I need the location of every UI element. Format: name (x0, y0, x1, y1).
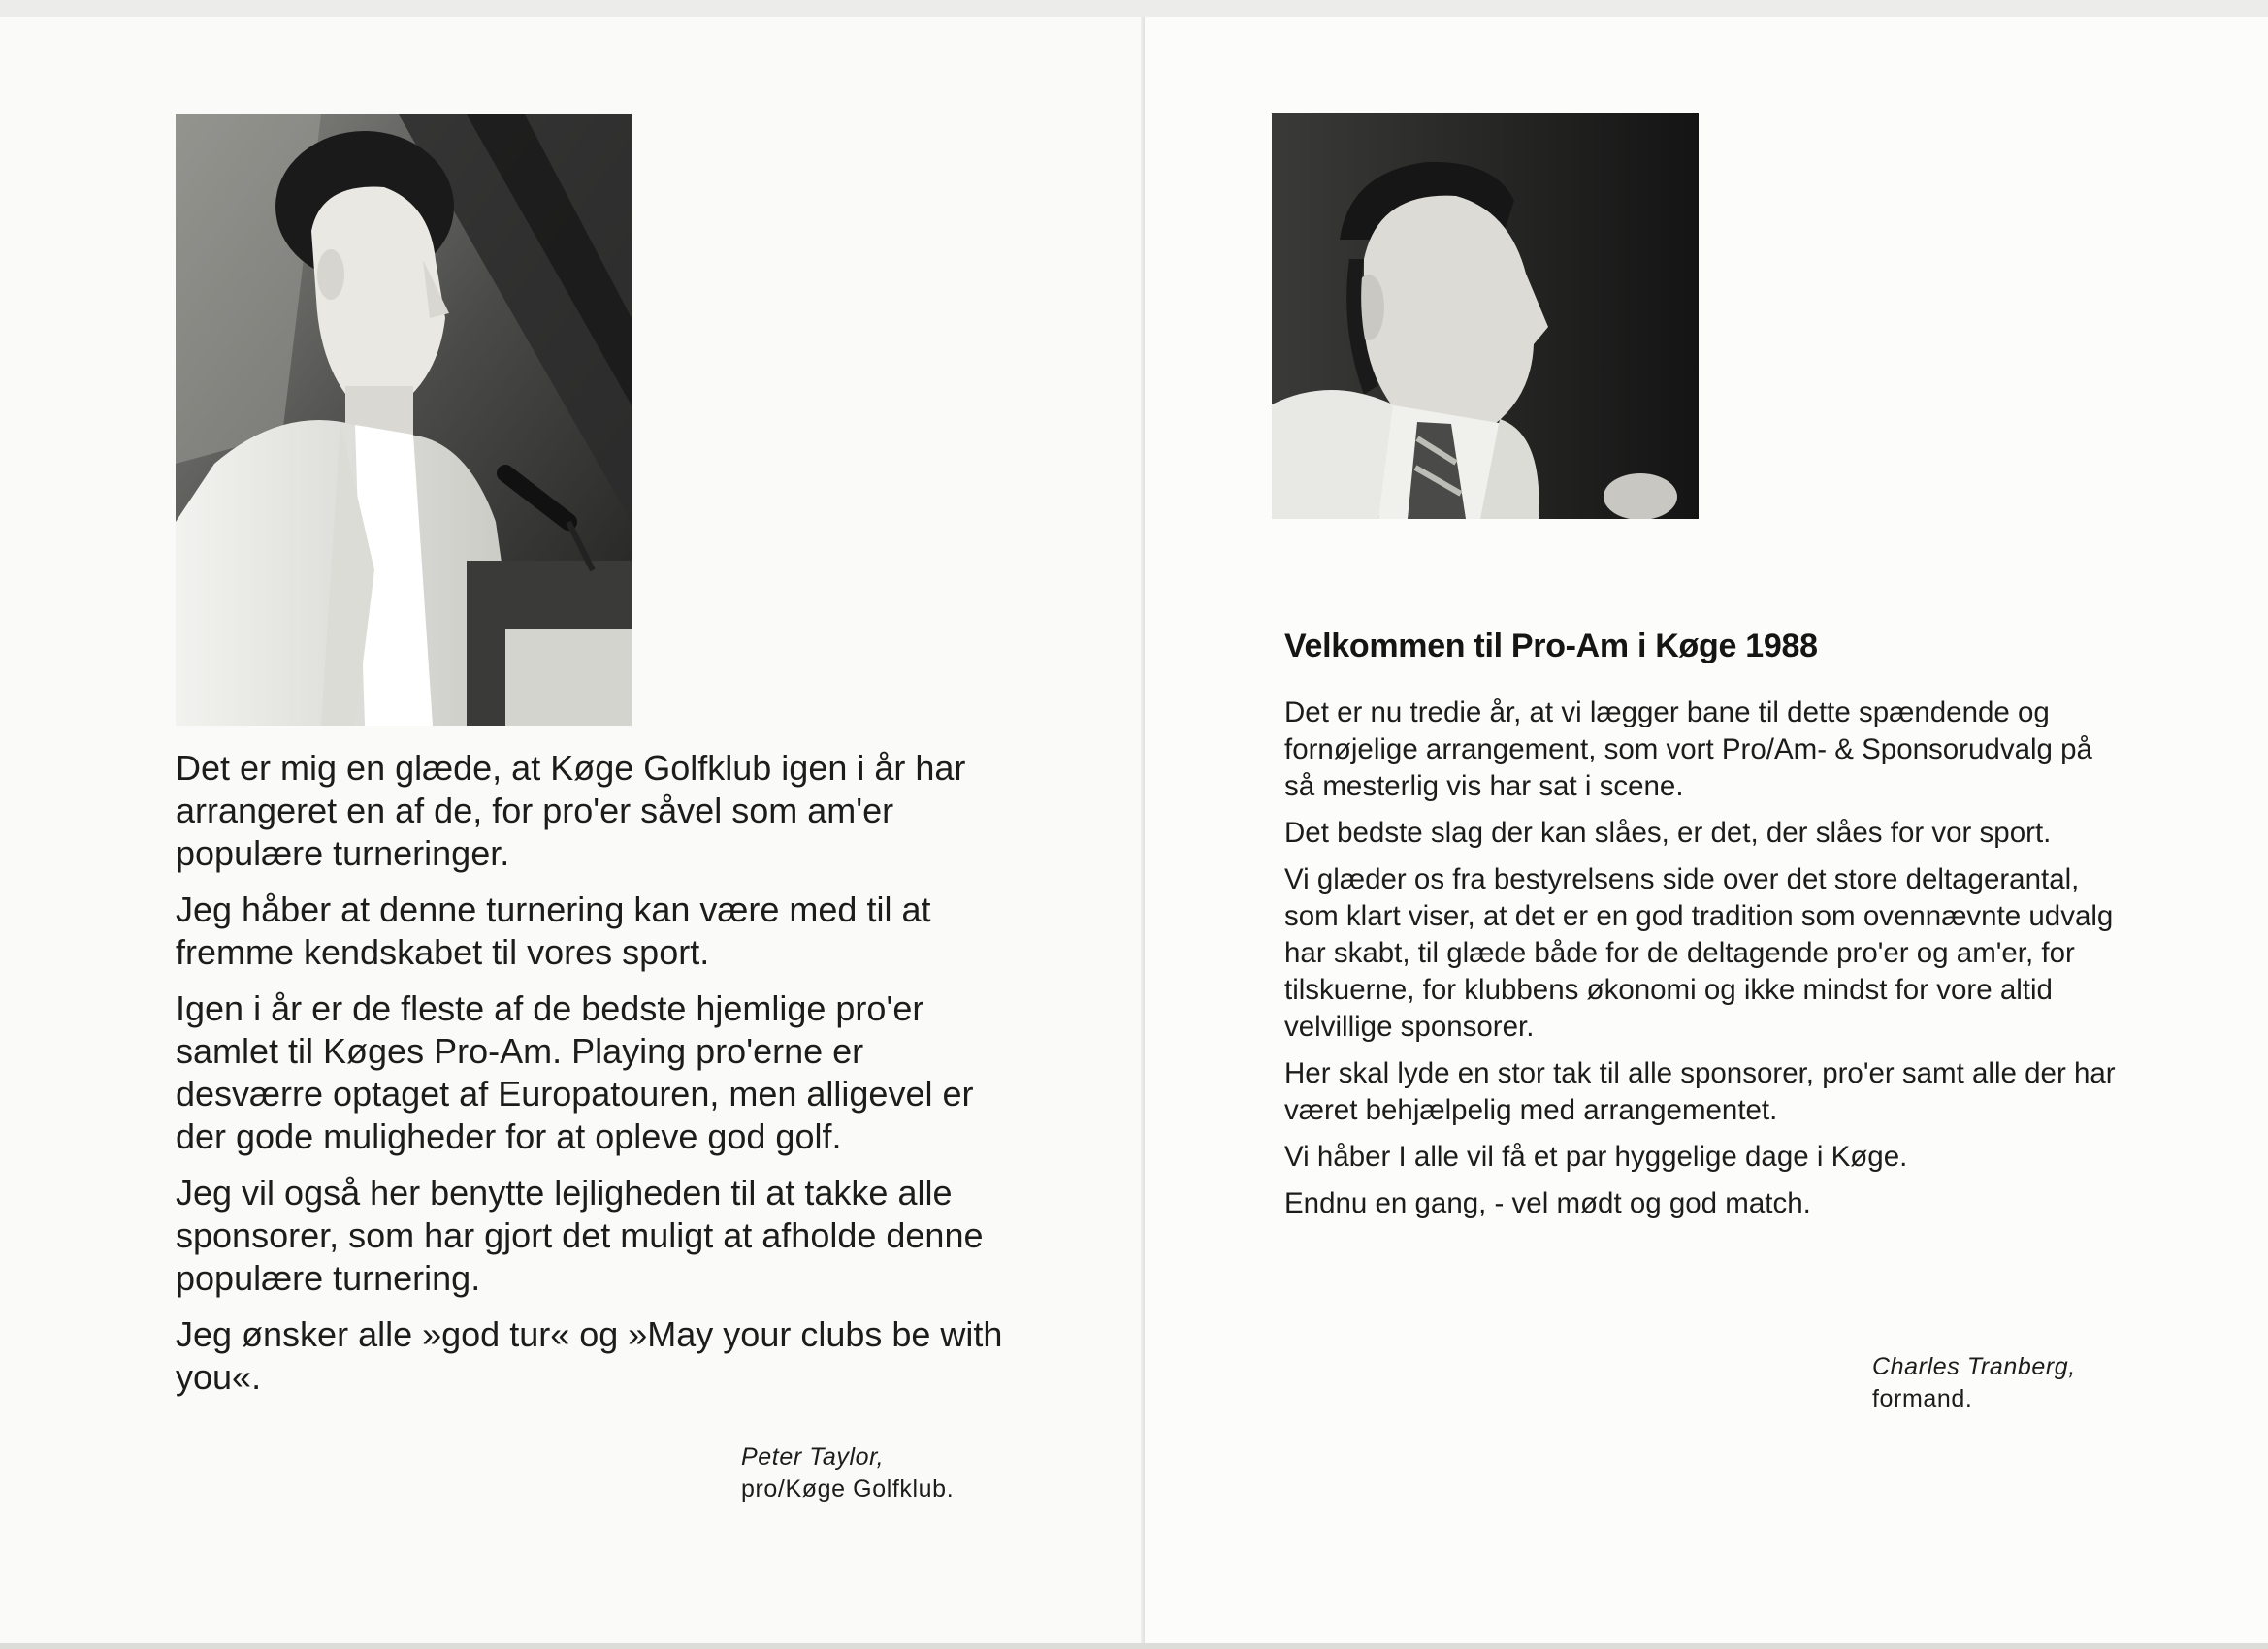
left-paragraph: Det er mig en glæde, at Køge Golfklub igen i år har arrangeret en af de, for pro'er såvel som am'er populære turneringer. (176, 748, 966, 873)
photo-speaker-young-man (176, 114, 632, 726)
right-signature (1872, 1351, 2076, 1415)
right-paragraph: Det bedste slag der kan slåes, er det, der slåes for vor sport. (1284, 817, 2052, 849)
left-paragraph: Jeg håber at denne turnering kan være med til at fremme kendskabet til vores sport. (176, 889, 931, 972)
left-paragraph: Jeg vil også her benytte lejligheden til at takke alle sponsorer, som har gjort det muligt at afholde denne populære turnering. (176, 1173, 984, 1298)
right-paragraph: Vi glæder os fra bestyrelsens side over det store deltagerantal, som klart viser, at det er en god tradition som ovennævnte udvalg har skabt, til glæde både for de deltagende pro'er og am'er, for tilskuerne, for klubbens økonomi og ikke mindst for vore altid velvillige sponsorer. (1284, 863, 2114, 1043)
right-signature-title: formand. (1872, 1385, 1973, 1412)
right-paragraph: Det er nu tredie år, at vi lægger bane til dette spændende og fornøjelige arrangement, som vort Pro/Am- & Sponsorudvalg på så mesterlig vis har sat i scene. (1284, 696, 2092, 802)
right-paragraph: Her skal lyde en stor tak til alle sponsorer, pro'er samt alle der har været behjælpelig med arrangementet. (1284, 1057, 2116, 1126)
welcome-heading: Velkommen til Pro-Am i Køge 1988 (1284, 628, 1818, 664)
scan-edge (0, 1643, 2268, 1649)
photo-speaker-chairman (1272, 113, 1699, 519)
right-paragraph: Vi håber I alle vil få et par hyggelige dage i Køge. (1284, 1141, 1908, 1173)
right-letter-body (1284, 695, 2119, 1232)
left-page (0, 17, 1145, 1649)
left-paragraph: Jeg ønsker alle »god tur« og »May your clubs be with you«. (176, 1314, 1003, 1397)
right-paragraph: Endnu en gang, - vel mødt og god match. (1284, 1187, 1811, 1219)
left-signature (741, 1441, 954, 1505)
booklet-spread (0, 17, 2268, 1649)
left-paragraph: Igen i år er de fleste af de bedste hjemlige pro'er samlet til Køges Pro-Am. Playing pro'erne er desværre optaget af Europatouren, men alligevel er der gode muligheder for at opleve god golf. (176, 988, 974, 1156)
right-signature-name: Charles Tranberg, (1872, 1353, 2076, 1380)
left-signature-title: pro/Køge Golfklub. (741, 1475, 955, 1503)
left-letter-body (176, 747, 1020, 1412)
left-signature-name: Peter Taylor, (741, 1443, 885, 1471)
